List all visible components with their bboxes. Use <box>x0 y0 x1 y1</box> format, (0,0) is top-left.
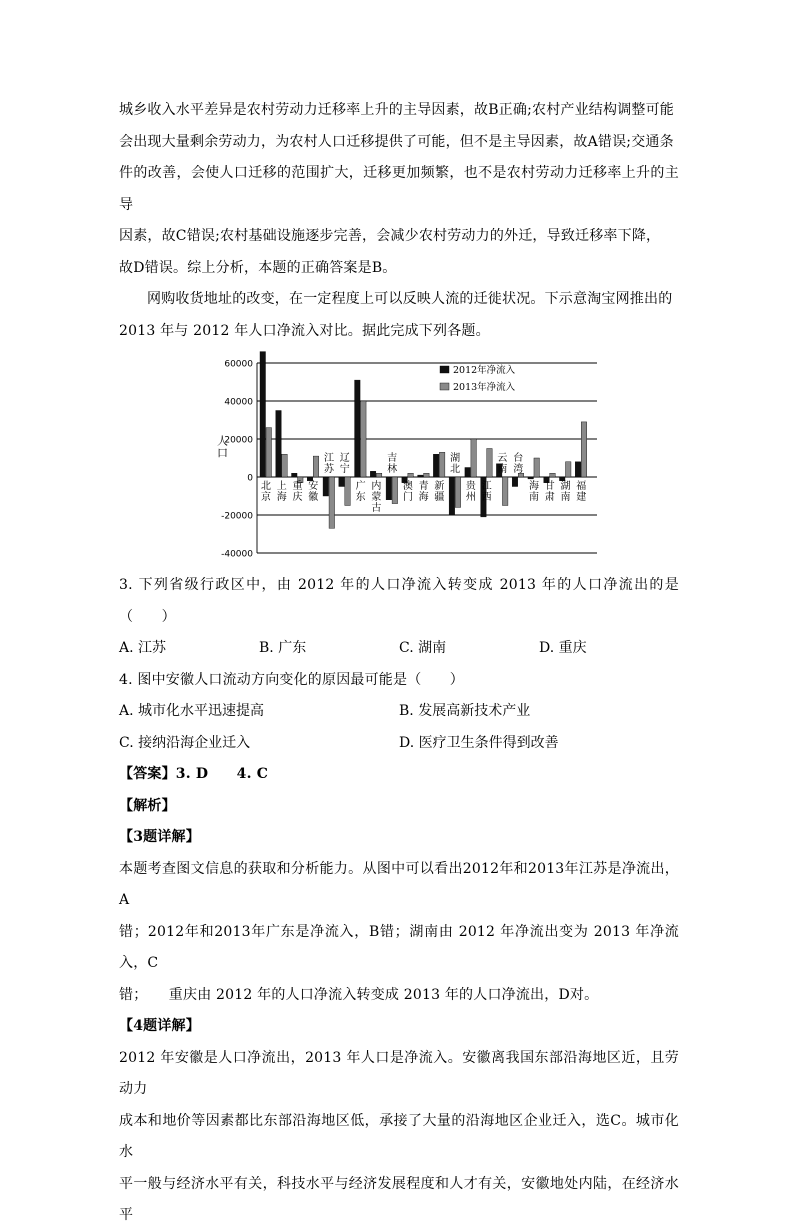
bar-2013 <box>502 477 508 506</box>
answer-line: 【答案】3. D 4. C <box>119 766 269 782</box>
text-line: 错； 重庆由 2012 年的人口净流入转变成 2013 年的人口净流出，D对。 <box>119 986 599 1003</box>
option-a: A. 城市化水平迅速提高 <box>119 703 265 719</box>
bar-2013 <box>565 462 571 477</box>
bar-2012 <box>449 477 455 515</box>
bar-2013 <box>424 473 430 477</box>
y-tick-label: 60000 <box>224 359 253 370</box>
category-label: 广 <box>355 481 366 492</box>
bar-2013 <box>266 428 272 477</box>
document-page <box>119 95 679 1232</box>
y-tick-label: -40000 <box>221 549 253 560</box>
category-label: 古 <box>371 503 382 514</box>
bar-2013 <box>487 449 493 478</box>
category-label: 湖 <box>450 453 461 464</box>
category-label: 西 <box>481 492 492 503</box>
category-label: 庆 <box>292 492 303 503</box>
category-label: 重 <box>292 481 303 492</box>
y-tick-label: 40000 <box>224 397 253 408</box>
bar-2012 <box>575 462 581 477</box>
option-d: D. 重庆 <box>539 640 587 656</box>
text-line: 会出现大量剩余劳动力，为农村人口迁移提供了可能，但不是主导因素，故A错误;交通条 <box>119 133 674 150</box>
text-line: 网购收货地址的改变，在一定程度上可以反映人流的迁徙状况。下示意淘宝网推出的 <box>147 291 673 307</box>
category-label: 青 <box>418 481 429 492</box>
text-line: 平一般与经济水平有关，科技水平与经济发展程度和人才有关，安徽地处内陆，在经济水平 <box>119 1175 679 1223</box>
bar-2013 <box>282 454 288 477</box>
y-axis-label: 口 <box>217 446 228 460</box>
option-b: B. 广东 <box>259 640 307 656</box>
category-label: 澳 <box>402 481 413 492</box>
bar-2013 <box>534 458 540 477</box>
question-4-stem: 4. 图中安徽人口流动方向变化的原因最可能是（ ） <box>119 671 465 688</box>
legend-label: 2013年净流入 <box>453 382 516 393</box>
y-tick-label: 20000 <box>224 435 253 446</box>
category-label: 海 <box>528 481 539 492</box>
question-3-options <box>119 633 679 665</box>
category-label: 江 <box>324 453 335 464</box>
option-d: D. 医疗卫生条件得到改善 <box>399 734 559 751</box>
question-4-options-row1 <box>119 696 679 728</box>
text-line: 故D错误。综上分析，本题的正确答案是B。 <box>119 259 397 276</box>
bar-2012 <box>355 380 361 477</box>
y-tick-label: -20000 <box>221 511 253 522</box>
category-label: 南 <box>560 492 571 503</box>
bar-2013 <box>550 473 556 477</box>
category-label: 内 <box>371 481 382 492</box>
y-axis-label: 人 <box>217 434 228 448</box>
category-label: 林 <box>387 464 398 475</box>
category-label: 台 <box>513 453 524 464</box>
chart-svg <box>214 351 604 566</box>
category-label: 蒙 <box>371 492 382 503</box>
bar-2012 <box>276 411 282 478</box>
category-label: 东 <box>355 492 366 503</box>
option-c: C. 接纳沿海企业迁入 <box>119 734 251 751</box>
option-a: A. 江苏 <box>119 640 167 656</box>
category-label: 云 <box>497 453 508 464</box>
bar-2012 <box>339 477 345 487</box>
bar-2013 <box>439 452 445 477</box>
analysis-heading: 【解析】 <box>119 797 176 814</box>
category-label: 建 <box>576 492 587 503</box>
category-label: 福 <box>576 481 587 492</box>
category-label: 海 <box>418 492 429 503</box>
bar-2013 <box>361 401 367 477</box>
bar-2012 <box>418 475 424 477</box>
category-label: 甘 <box>544 481 555 492</box>
bar-2012 <box>292 473 298 477</box>
bar-2013 <box>408 473 414 477</box>
q4-heading: 【4题详解】 <box>119 1018 200 1034</box>
bar-2013 <box>376 473 382 477</box>
q4-detail <box>119 1043 679 1232</box>
text-line: 因素，故C错误;农村基础设施逐步完善，会减少农村劳动力的外迁，导致迁移率下降， <box>119 228 661 244</box>
q3-heading: 【3题详解】 <box>119 829 200 845</box>
category-label: 湾 <box>513 464 524 475</box>
category-label: 北 <box>450 464 461 475</box>
category-label: 南 <box>528 492 539 503</box>
bar-2013 <box>581 422 587 477</box>
bar-2012 <box>512 477 518 487</box>
text-line: 成本和地价等因素都比东部沿海地区低，承接了大量的沿海地区企业迁入，选C。城市化水 <box>119 1112 679 1160</box>
category-label: 徽 <box>308 492 319 503</box>
option-b: B. 发展高新技术产业 <box>399 703 531 719</box>
category-label: 海 <box>276 492 287 503</box>
category-label: 门 <box>402 492 413 503</box>
category-label: 京 <box>261 492 271 503</box>
bar-2013 <box>455 477 461 507</box>
bar-2013 <box>345 477 351 506</box>
intro-paragraph <box>119 95 679 284</box>
bar-2012 <box>528 477 534 479</box>
category-label: 吉 <box>387 453 398 464</box>
category-label: 肃 <box>544 492 555 503</box>
legend-label: 2012年净流入 <box>453 365 516 376</box>
category-label: 上 <box>276 481 287 492</box>
category-label: 南 <box>497 464 508 475</box>
text-line: 2013 年与 2012 年人口净流入对比。据此完成下列各题。 <box>119 322 490 339</box>
bar-2013 <box>313 456 319 477</box>
option-c: C. 湖南 <box>399 640 447 656</box>
category-label: 疆 <box>434 492 445 503</box>
category-label: 宁 <box>339 464 350 475</box>
bar-2012 <box>260 352 266 477</box>
bar-2012 <box>370 471 376 477</box>
category-label: 湖 <box>560 481 571 492</box>
category-label: 贵 <box>465 481 476 492</box>
question-3-stem: 3. 下列省级行政区中，由 2012 年的人口净流入转变成 2013 年的人口净流出的是（ ） <box>119 577 679 625</box>
category-label: 安 <box>308 481 319 492</box>
bar-2012 <box>465 468 471 478</box>
bar-2013 <box>471 439 477 477</box>
population-chart <box>119 351 679 566</box>
bar-2013 <box>392 477 398 504</box>
text-line: 城乡收入水平差异是农村劳动力迁移率上升的主导因素，故B正确;农村产业结构调整可能 <box>119 102 675 118</box>
bar-2012 <box>433 454 439 477</box>
category-label: 苏 <box>324 464 335 475</box>
legend-swatch <box>440 366 449 373</box>
bar-2012 <box>323 477 329 496</box>
category-label: 辽 <box>339 453 350 464</box>
question-4-options-row2 <box>119 728 679 760</box>
y-tick-label: 0 <box>247 473 253 484</box>
text-line: 2012 年安徽是人口净流出，2013 年人口是净流入。安徽离我国东部沿海地区近，且劳动力 <box>119 1049 679 1097</box>
legend-swatch <box>440 383 449 390</box>
bar-2012 <box>386 477 392 500</box>
text-line: 件的改善，会使人口迁移的范围扩大，迁移更加频繁，也不是农村劳动力迁移率上升的主导 <box>119 165 679 213</box>
q3-detail <box>119 854 679 1012</box>
bar-2013 <box>329 477 335 528</box>
text-line: 错；2012年和2013年广东是净流入，B错；湖南由 2012 年净流出变为 2013 年净流入，C <box>119 923 679 971</box>
context-paragraph <box>119 284 679 347</box>
category-label: 北 <box>261 481 271 492</box>
category-label: 江 <box>481 481 492 492</box>
category-label: 新 <box>434 481 445 492</box>
text-line: 本题考查图文信息的获取和分析能力。从图中可以看出2012年和2013年江苏是净流出，A <box>119 860 679 908</box>
category-label: 州 <box>465 492 476 503</box>
